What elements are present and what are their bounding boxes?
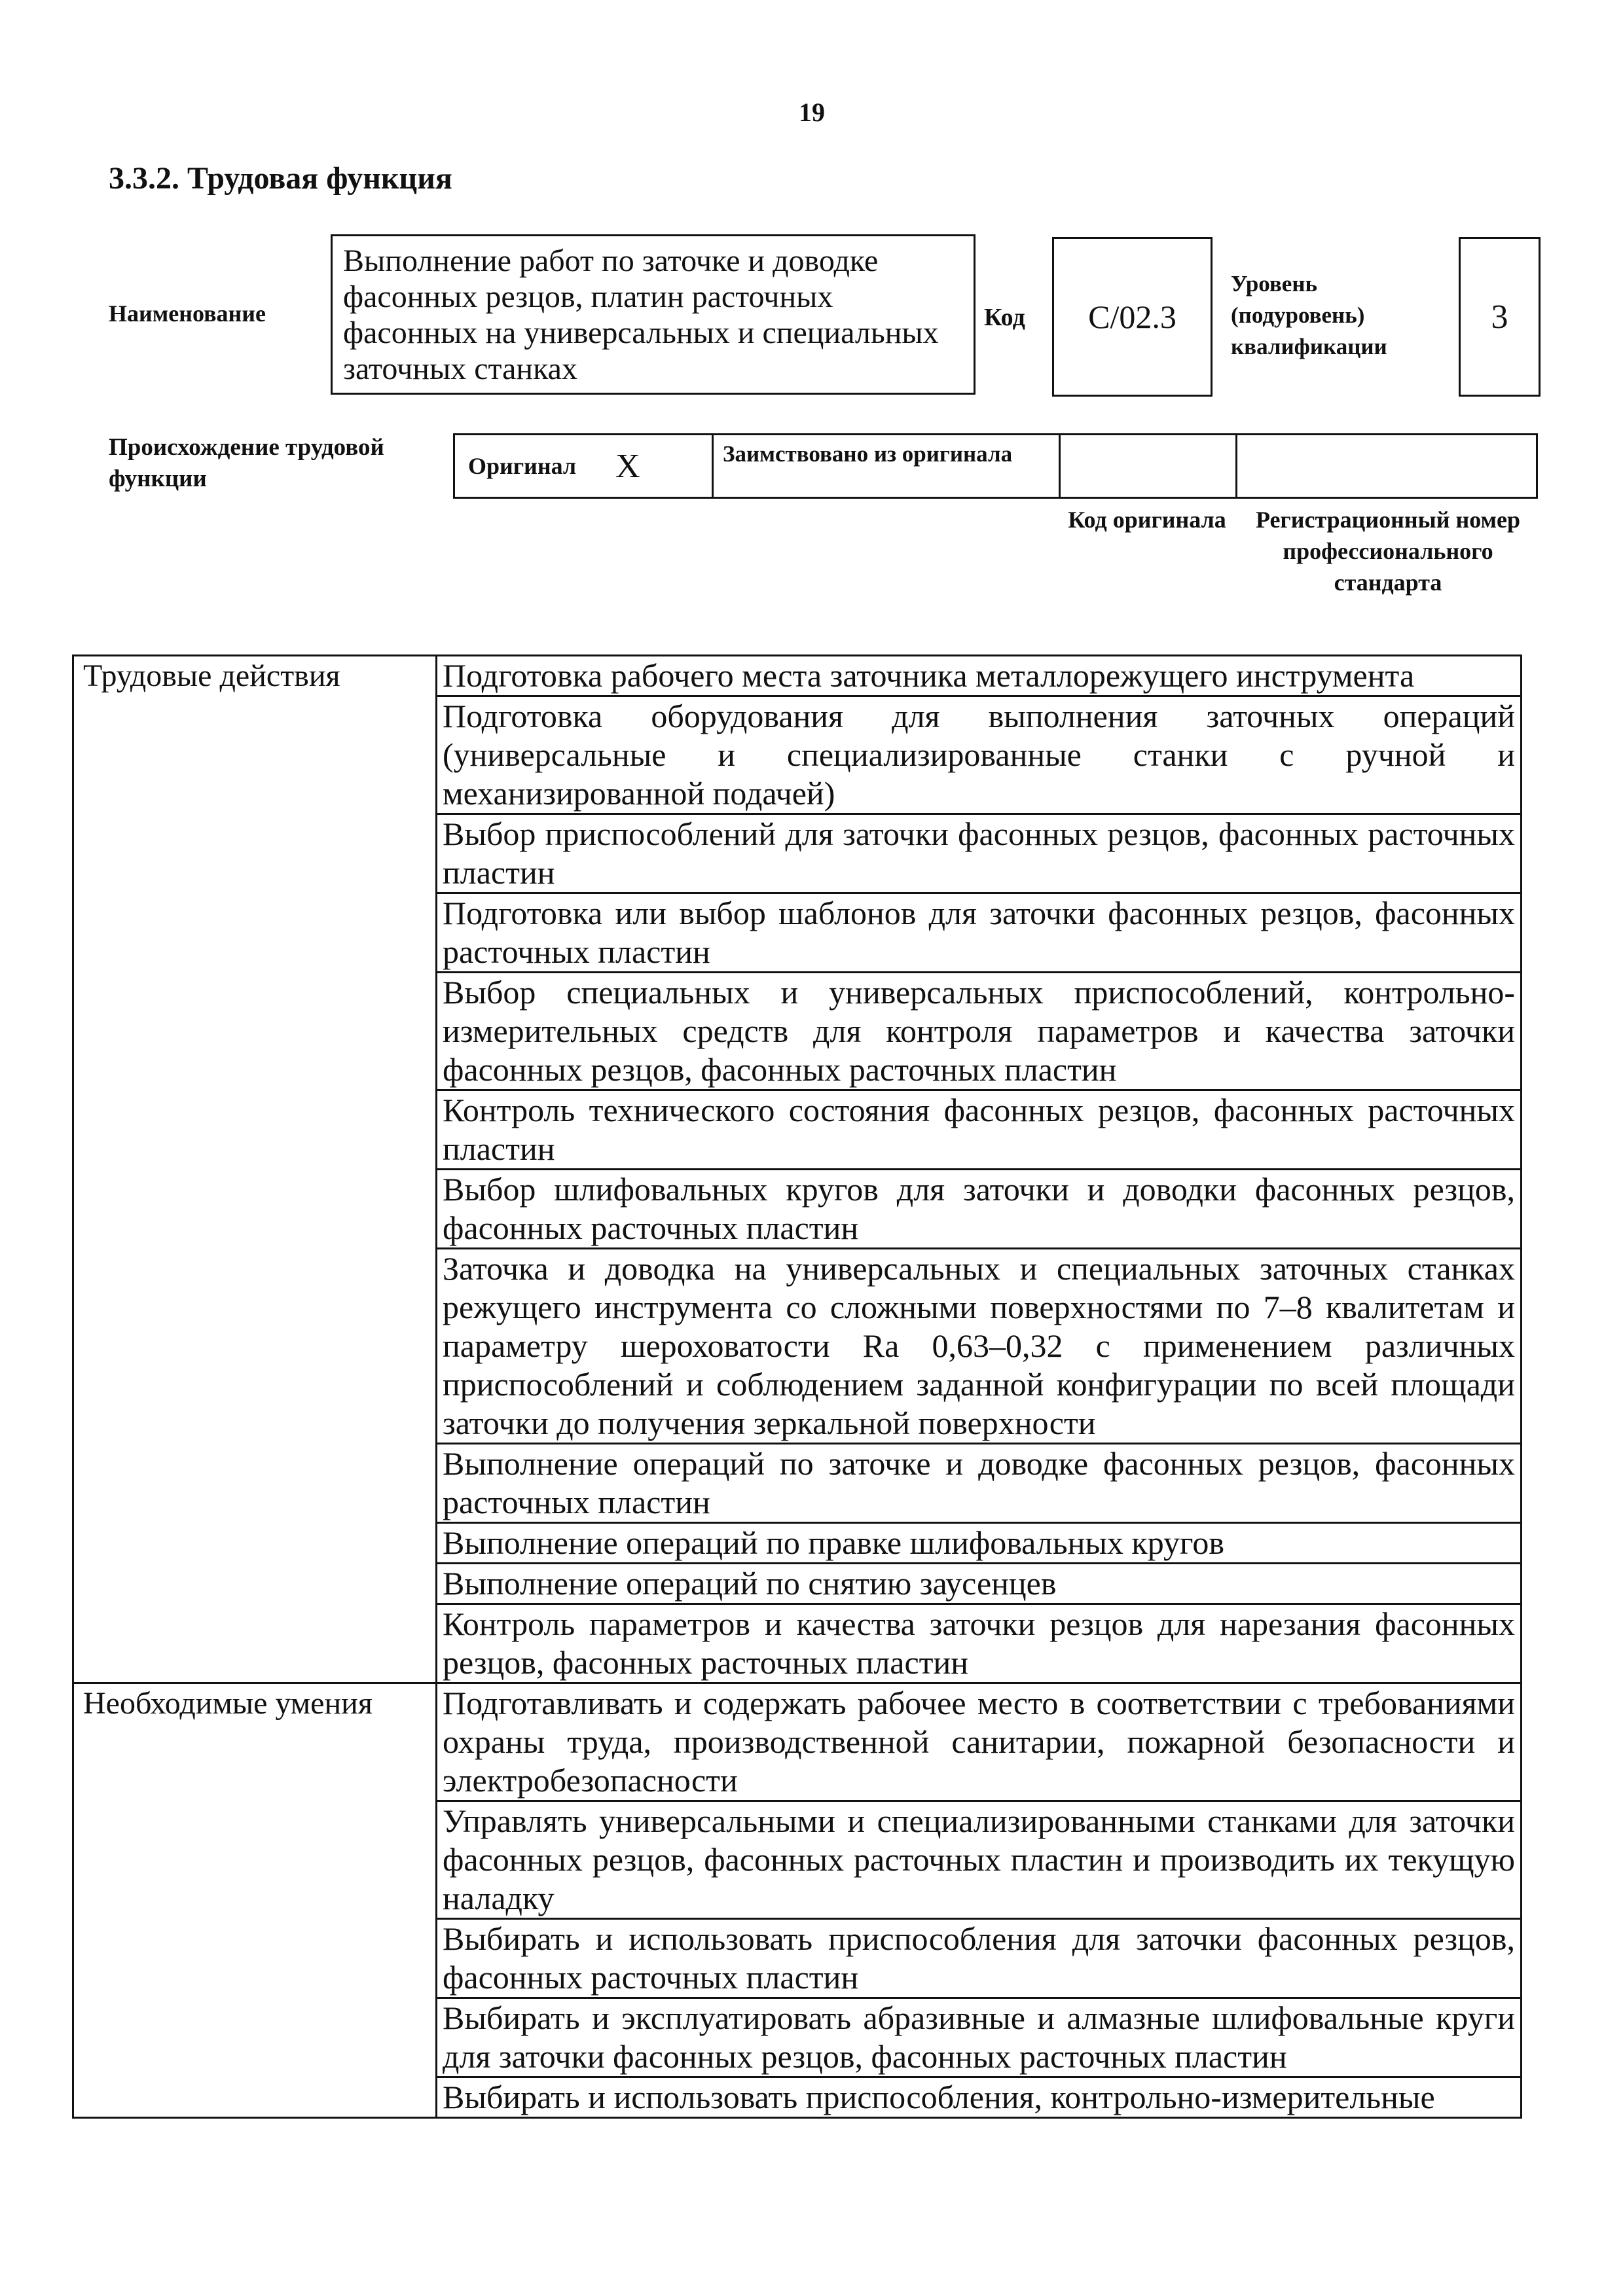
section-item: Выполнение операций по снятию заусенцев	[437, 1564, 1522, 1604]
qualification-level-label: Уровень (подуровень) квалификации	[1231, 271, 1387, 359]
reg-number-label: Регистрационный номер профессионального стандарта	[1255, 507, 1521, 596]
origin-label: Происхождение трудовой функции	[109, 434, 384, 492]
section-item: Контроль параметров и качества заточки резцов для нарезания фасонных резцов, фасонных расточных пластин	[437, 1604, 1522, 1683]
original-mark: X	[615, 447, 640, 485]
section-item: Выбор шлифовальных кругов для заточки и доводки фасонных резцов, фасонных расточных пластин	[437, 1170, 1522, 1249]
code-box	[1052, 237, 1213, 397]
section-item: Выбирать и эксплуатировать абразивные и алмазные шлифовальные круги для заточки фасонных резцов, фасонных расточных пластин	[437, 1998, 1522, 2077]
section-category: Трудовые действия	[73, 656, 437, 1683]
function-name-box	[331, 234, 976, 395]
page-number: 19	[799, 98, 825, 127]
table-body	[73, 656, 1522, 2118]
code-original-label: Код оригинала	[1068, 507, 1226, 533]
section-item: Выбор специальных и универсальных приспособлений, контрольно-измерительных средств для контроля параметров и качества заточки фасонных резцов, фасонных расточных пластин	[437, 973, 1522, 1090]
section-item: Контроль технического состояния фасонных резцов, фасонных расточных пластин	[437, 1090, 1522, 1170]
section-title: 3.3.2. Трудовая функция	[109, 161, 452, 196]
section-item: Выполнение операций по заточке и доводке фасонных резцов, фасонных расточных пластин	[437, 1444, 1522, 1523]
section-item: Выбирать и использовать приспособления для заточки фасонных резцов, фасонных расточных пластин	[437, 1919, 1522, 1998]
section-item: Выполнение операций по правке шлифовальных кругов	[437, 1523, 1522, 1564]
function-name: Выполнение работ по заточке и доводке фасонных резцов, платин расточных фасонных на универсальных и специальных заточных станках	[343, 243, 939, 386]
section-item: Управлять универсальными и специализированными станками для заточки фасонных резцов, фасонных расточных пластин и производить их текущую наладку	[437, 1801, 1522, 1919]
borrowed-cell	[714, 435, 1061, 497]
original-label: Оригинал	[468, 453, 577, 479]
section-item: Заточка и доводка на универсальных и специальных заточных станках режущего инструмента со сложными поверхностями по 7–8 квалитетам и параметру шероховатости Ra 0,63–0,32 с применением различных приспособлений и соблюдением заданной конфигурации по всей площади заточки до получения зеркальной поверхности	[437, 1249, 1522, 1444]
code-label: Код	[984, 304, 1025, 331]
name-label: Наименование	[109, 300, 266, 327]
reg-number-cell	[1237, 435, 1536, 497]
section-item: Выбор приспособлений для заточки фасонных резцов, фасонных расточных пластин	[437, 814, 1522, 893]
section-item: Подготовка оборудования для выполнения заточных операций (универсальные и специализированные станки с ручной и механизированной подачей)	[437, 696, 1522, 814]
code-original-cell	[1061, 435, 1237, 497]
table-row	[73, 1683, 1522, 1801]
section-item: Подготовка или выбор шаблонов для заточки фасонных резцов, фасонных расточных пластин	[437, 893, 1522, 973]
section-item: Выбирать и использовать приспособления, контрольно-измерительные	[437, 2077, 1522, 2118]
original-cell	[455, 435, 714, 497]
section-item: Подготовка рабочего места заточника металлорежущего инструмента	[437, 656, 1522, 696]
section-category: Необходимые умения	[73, 1683, 437, 2118]
labor-function-table	[72, 655, 1522, 2119]
code-value: C/02.3	[1088, 298, 1176, 335]
table-row	[73, 656, 1522, 696]
qualification-level-value: 3	[1491, 298, 1508, 336]
qualification-level-box	[1459, 237, 1541, 397]
borrowed-label: Заимствовано из оригинала	[723, 441, 1013, 467]
origin-row	[453, 433, 1538, 499]
section-item: Подготавливать и содержать рабочее место в соответствии с требованиями охраны труда, производственной санитарии, пожарной безопасности и электробезопасности	[437, 1683, 1522, 1801]
